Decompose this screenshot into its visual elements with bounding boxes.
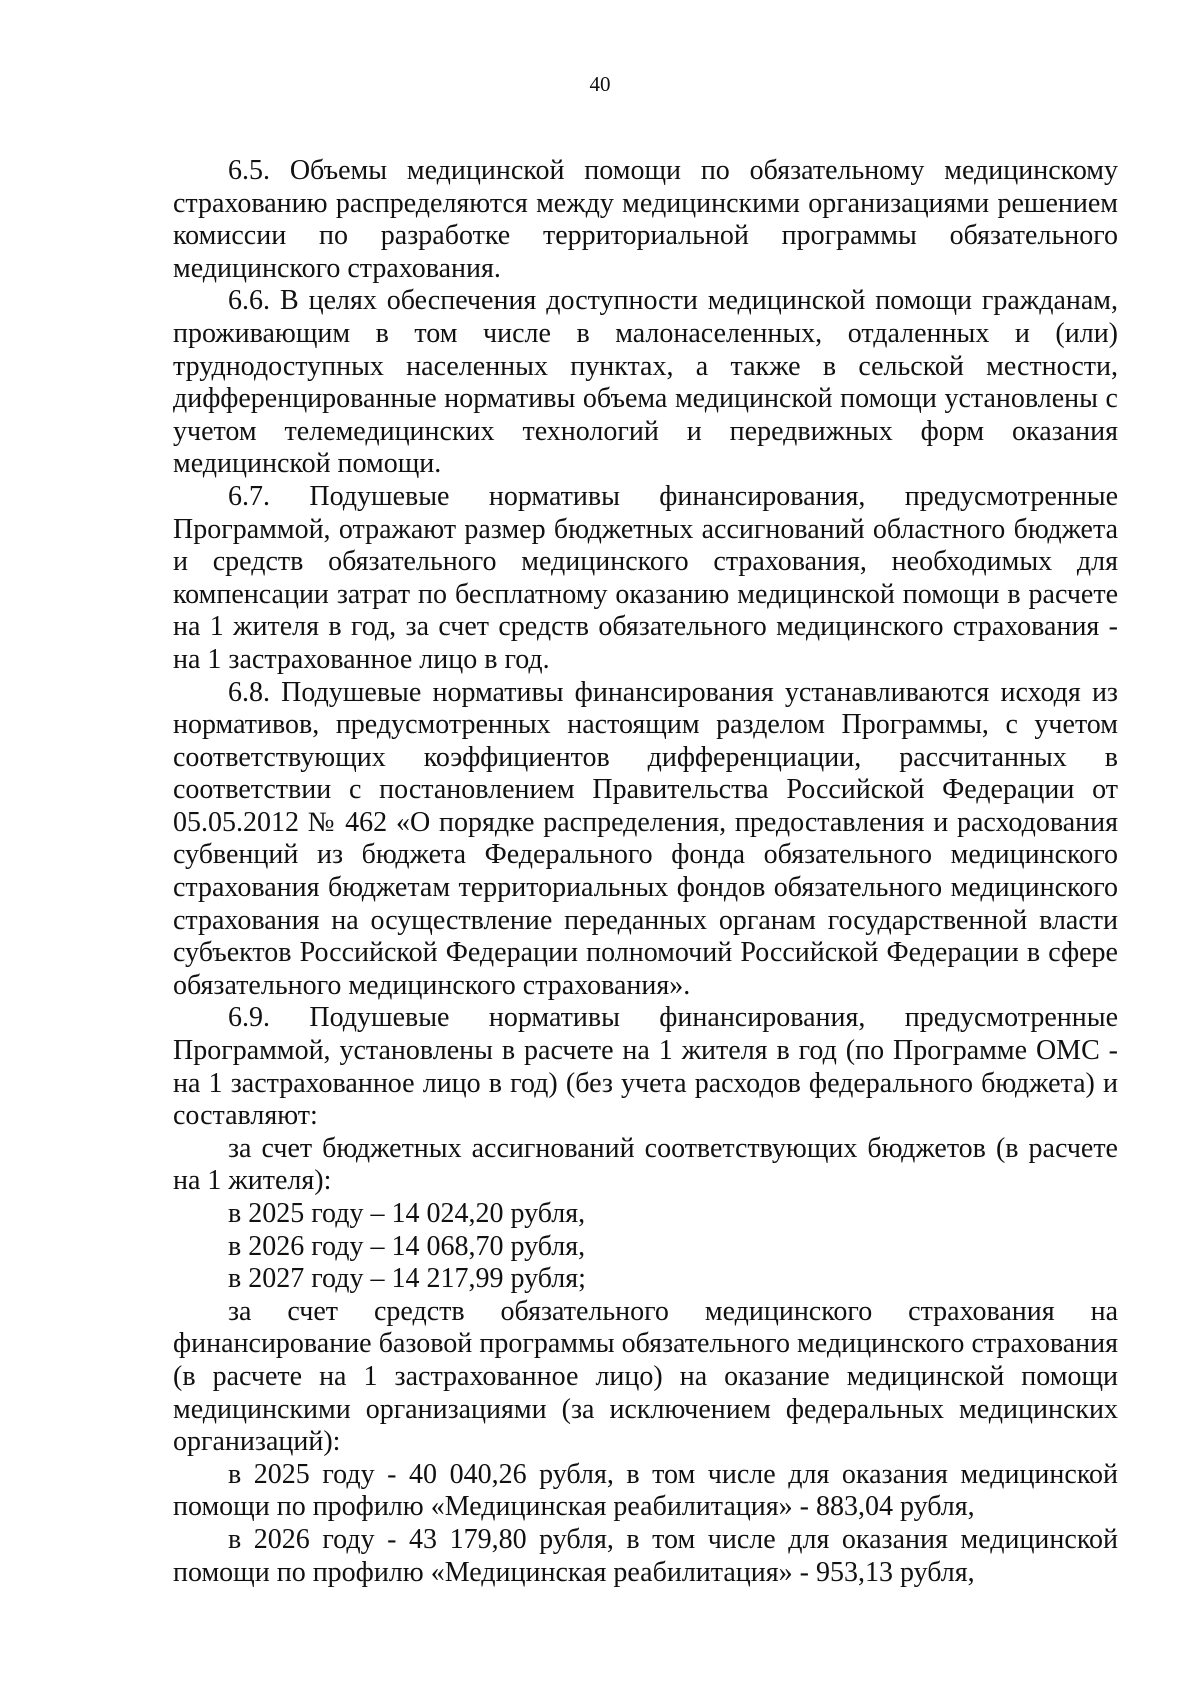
list-item-budget-2027: в 2027 году – 14 217,99 рубля; (228, 1263, 586, 1295)
page-number: 40 (589, 72, 611, 96)
paragraph-6-7: 6.7. Подушевые нормативы финансирования, предусмотренные Программой, отражают размер бюджетных ассигнований областного бюджета и средств обязательного медицинского страхования, необходимых для компенсации затрат по бесплатному оказанию медицинской помощи в расчете на 1 жителя в год, за счет средств обязательного медицинского страхования - на 1 застрахованное лицо в год. (173, 480, 1118, 675)
document-body (173, 155, 1118, 1589)
paragraph-6-9: 6.9. Подушевые нормативы финансирования, предусмотренные Программой, установлены в расчете на 1 жителя в год (по Программе ОМС - на 1 застрахованное лицо в год) (без учета расходов федерального бюджета) и составляют: (173, 1002, 1118, 1132)
list-item-oms-2026: в 2026 году - 43 179,80 рубля, в том числе для оказания медицинской помощи по профилю «Медицинская реабилитация» - 953,13 рубля, (173, 1523, 1118, 1588)
paragraph-oms-intro: за счет средств обязательного медицинского страхования на финансирование базовой программы обязательного медицинского страхования (в расчете на 1 застрахованное лицо) на оказание медицинской помощи медицинскими организациями (за исключением федеральных медицинских организаций): (173, 1295, 1118, 1458)
list-item-oms-2025: в 2025 году - 40 040,26 рубля, в том числе для оказания медицинской помощи по профилю «Медицинская реабилитация» - 883,04 рубля, (173, 1458, 1118, 1523)
list-item-budget-2026: в 2026 году – 14 068,70 рубля, (228, 1230, 586, 1262)
paragraph-budget-intro: за счет бюджетных ассигнований соответствующих бюджетов (в расчете на 1 жителя): (173, 1132, 1118, 1197)
paragraph-6-5: 6.5. Объемы медицинской помощи по обязательному медицинскому страхованию распределяются между медицинскими организациями решением комиссии по разработке территориальной программы обязательного медицинского страхования. (173, 155, 1118, 284)
paragraph-6-8: 6.8. Подушевые нормативы финансирования устанавливаются исходя из нормативов, предусмотренных настоящим разделом Программы, с учетом соответствующих коэффициентов дифференциации, рассчитанных в соответствии с постановлением Правительства Российской Федерации от 05.05.2012 № 462 «О порядке распределения, предоставления и расходования субвенций из бюджета Федерального фонда обязательного медицинского страхования бюджетам территориальных фондов обязательного медицинского страхования на осуществление переданных органам государственной власти субъектов Российской Федерации полномочий Российской Федерации в сфере обязательного медицинского страхования». (173, 676, 1118, 1001)
paragraph-6-6: 6.6. В целях обеспечения доступности медицинской помощи гражданам, проживающим в том числе в малонаселенных, отдаленных и (или) труднодоступных населенных пунктах, а также в сельской местности, дифференцированные нормативы объема медицинской помощи установлены с учетом телемедицинских технологий и передвижных форм оказания медицинской помощи. (173, 285, 1118, 480)
list-item-budget-2025: в 2025 году – 14 024,20 рубля, (228, 1198, 586, 1229)
